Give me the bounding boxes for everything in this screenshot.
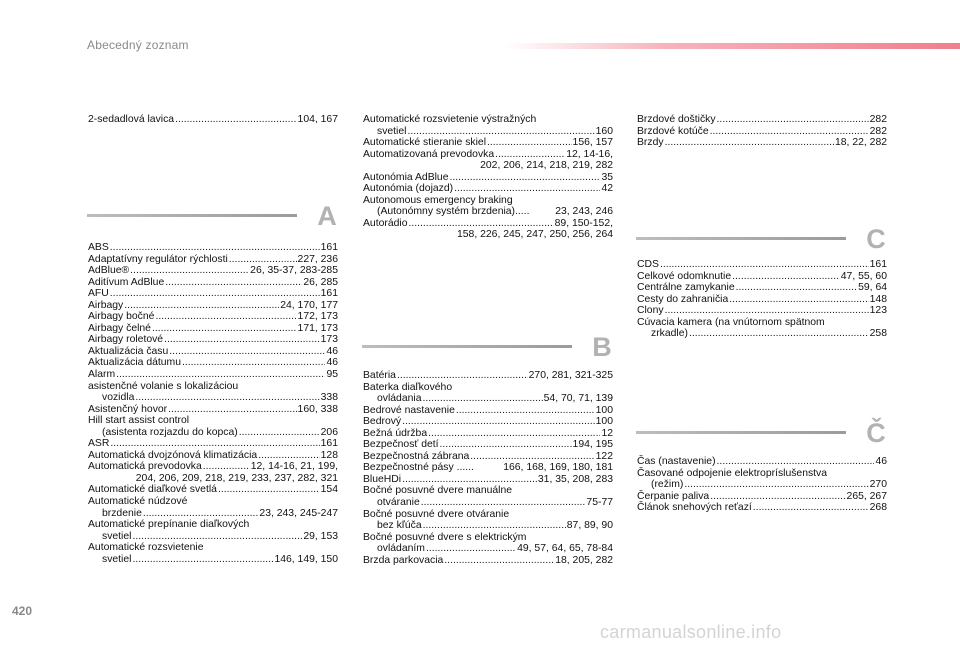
- index-term: Bočné posuvné dvere otváranie: [363, 508, 510, 520]
- dot-leader: [717, 456, 875, 468]
- dot-leader: [164, 334, 320, 346]
- index-term: Automatické stieranie skiel: [363, 137, 487, 149]
- index-pages: 12, 14-16, 21, 199,: [250, 461, 338, 473]
- index-entry: [637, 126, 887, 138]
- index-pages: 87, 89, 90: [566, 520, 613, 532]
- index-term: ovládania: [377, 393, 422, 405]
- index-column-2-top: [363, 114, 613, 241]
- index-column-2-b: [363, 370, 613, 566]
- index-term: Čas (nastavenie): [637, 456, 716, 467]
- dot-leader: [132, 531, 302, 543]
- dot-leader: [408, 218, 553, 230]
- index-term: Airbagy čelné: [88, 322, 151, 334]
- dot-leader: [175, 114, 296, 126]
- index-entry: [637, 502, 887, 514]
- index-pages: 122: [595, 450, 613, 462]
- index-entry: [637, 282, 887, 294]
- index-term: Bežná údržba: [363, 427, 428, 439]
- index-entry: [88, 404, 338, 416]
- index-entry: [363, 497, 613, 509]
- index-pages: 148: [869, 293, 887, 305]
- index-term: Automatické prepínanie diaľkových: [88, 519, 250, 531]
- section-header-a: [87, 201, 341, 231]
- index-term: Centrálne zamykanie: [637, 282, 735, 294]
- index-pages: 160, 338: [297, 403, 338, 415]
- dot-leader: [753, 502, 869, 514]
- dot-leader: [470, 451, 594, 463]
- index-term: Automatická prevodovka: [88, 461, 202, 473]
- index-term: Aktualizácia dátumu: [88, 357, 181, 369]
- index-pages: 59, 64: [858, 282, 887, 294]
- index-pages: 12, 14-16,: [566, 148, 613, 160]
- index-term: Airbagy: [88, 299, 124, 311]
- index-entry: [637, 468, 887, 480]
- index-entry: [363, 149, 613, 161]
- index-term: AFU: [88, 288, 109, 300]
- dot-leader: [130, 265, 249, 277]
- index-pages: 172, 173: [297, 311, 338, 323]
- index-entry: [88, 242, 338, 254]
- index-pages: 100: [595, 404, 613, 416]
- index-entry: [88, 415, 338, 427]
- header-accent-bar: [505, 43, 960, 49]
- dot-leader: [689, 328, 869, 340]
- index-term: Bezpečnosť detí: [363, 439, 439, 451]
- index-entry: [88, 381, 338, 393]
- dot-leader: [402, 416, 595, 428]
- section-letter-c: C: [866, 224, 886, 254]
- index-entry: [363, 126, 613, 138]
- index-term: brzdenie: [102, 507, 142, 519]
- index-term: Asistenčný hovor: [88, 403, 168, 415]
- index-pages: 123: [869, 305, 887, 317]
- index-term: BlueHDi: [363, 473, 402, 485]
- index-entry: [637, 137, 887, 149]
- index-pages: 128: [320, 449, 338, 461]
- index-term: Článok snehových reťazí: [637, 502, 752, 514]
- index-term: CDS: [637, 259, 659, 270]
- index-entry: [637, 479, 887, 491]
- dot-leader: [203, 461, 250, 473]
- index-pages: 171, 173: [297, 322, 338, 334]
- index-pages: 270: [869, 479, 887, 491]
- index-term: Automatizovaná prevodovka: [363, 148, 495, 160]
- index-term: svetiel: [377, 125, 407, 137]
- index-entry: [363, 393, 613, 405]
- dot-leader: [152, 323, 297, 335]
- index-pages: 338: [320, 392, 338, 404]
- dot-leader: [440, 439, 572, 451]
- index-column-3-cc: [637, 456, 887, 514]
- index-entry: [88, 277, 338, 289]
- section-header-b: [362, 332, 616, 362]
- index-entry: [363, 206, 613, 218]
- index-term: ABS: [88, 242, 109, 253]
- index-entry: [88, 508, 338, 520]
- index-term: Celkové odomknutie: [637, 270, 732, 282]
- index-pages: 35: [601, 171, 613, 183]
- index-entry: [88, 346, 338, 358]
- index-entry: [637, 294, 887, 306]
- dot-leader: [450, 172, 601, 184]
- dot-leader: [456, 405, 595, 417]
- index-term: Brzdové kotúče: [637, 125, 709, 137]
- dot-leader: [684, 479, 868, 491]
- index-entry: [88, 334, 338, 346]
- index-term: zrkadle): [651, 328, 688, 340]
- section-header-cc: [636, 418, 890, 448]
- page-number: 420: [12, 604, 33, 618]
- index-entry: [637, 456, 887, 468]
- index-entry: [88, 519, 338, 531]
- index-entry: [88, 311, 338, 323]
- index-entry: [363, 218, 613, 230]
- index-pages: 258: [869, 328, 887, 340]
- index-pages: 18, 205, 282: [555, 554, 613, 566]
- dot-leader: [421, 497, 586, 509]
- dot-leader: [229, 254, 297, 266]
- index-term: ovládaním: [377, 543, 425, 555]
- index-pages: 146, 149, 150: [274, 553, 338, 565]
- index-term: Automatické diaľkové svetlá: [88, 484, 217, 496]
- dot-leader: [155, 311, 296, 323]
- index-term: svetiel: [102, 553, 132, 565]
- watermark: carmanualsonline.info: [600, 622, 782, 642]
- index-term: Automatické rozsvietenie výstražných: [363, 114, 537, 125]
- index-term: Brzda parkovacia: [363, 554, 444, 566]
- index-entry: [363, 428, 613, 440]
- dot-leader: [239, 427, 320, 439]
- dot-leader: [168, 404, 296, 416]
- index-pages: 54, 70, 71, 139: [543, 393, 613, 405]
- index-term: (asistenta rozjazdu do kopca): [102, 426, 238, 438]
- index-entry: [88, 357, 338, 369]
- index-pages: 161: [320, 288, 338, 300]
- index-entry: [363, 416, 613, 428]
- index-term: Adaptatívny regulátor rýchlosti: [88, 253, 228, 265]
- index-pages: 89, 150-152,: [554, 217, 613, 229]
- index-pages: 265, 267: [846, 490, 887, 502]
- index-term: Brzdy: [637, 137, 664, 149]
- index-term: Automatické núdzové: [88, 496, 188, 508]
- dot-leader: [218, 484, 320, 496]
- index-entry: [363, 474, 613, 486]
- index-entry: [88, 461, 338, 473]
- index-entry: [363, 370, 613, 382]
- index-pages: 161: [320, 438, 338, 450]
- index-pages: 173: [320, 334, 338, 346]
- index-entry: [363, 451, 613, 463]
- index-entry: [363, 405, 613, 417]
- dot-leader: [660, 259, 869, 271]
- dot-leader: [428, 428, 600, 440]
- index-term: Cesty do zahraničia: [637, 293, 729, 305]
- dot-leader: [665, 137, 834, 149]
- index-pages: 270, 281, 321-325: [528, 370, 613, 381]
- section-divider: [362, 345, 572, 348]
- index-pages: 282: [869, 125, 887, 137]
- index-term: ASR: [88, 438, 110, 450]
- index-pages: 26, 35-37, 283-285: [250, 265, 338, 277]
- dot-leader: [124, 300, 279, 312]
- index-term: Aktualizácia času: [88, 345, 169, 357]
- index-pages: 227, 236: [297, 253, 338, 265]
- index-pages: 104, 167: [297, 114, 338, 125]
- index-entry: [88, 554, 338, 566]
- dot-leader: [143, 508, 259, 520]
- header-title: Abecedný zoznam: [87, 38, 189, 52]
- dot-leader: [736, 282, 858, 294]
- index-term: bez kľúča: [377, 520, 422, 532]
- dot-leader: [495, 149, 565, 161]
- index-column-3-top: [637, 114, 887, 149]
- index-entry: [637, 317, 887, 329]
- dot-leader: [729, 294, 868, 306]
- index-entry: [88, 369, 338, 381]
- index-pages: 31, 35, 208, 283: [537, 473, 613, 485]
- index-term: Bočné posuvné dvere s elektrickým: [363, 531, 527, 543]
- index-term: Bezpečnostné pásy ......: [363, 462, 474, 474]
- index-term: Alarm: [88, 369, 116, 381]
- index-entry: [637, 271, 887, 283]
- index-entry: [363, 485, 613, 497]
- index-pages: 49, 57, 64, 65, 78-84: [517, 543, 613, 555]
- dot-leader: [402, 474, 537, 486]
- index-pages: 75-77: [586, 497, 613, 509]
- index-entry: [88, 450, 338, 462]
- index-term: Autonómia AdBlue: [363, 171, 449, 183]
- index-term: Autonómia (dojazd): [363, 183, 454, 195]
- index-term: Hill start assist control: [88, 415, 190, 427]
- dot-leader: [116, 369, 325, 381]
- index-pages: 95: [326, 369, 338, 381]
- index-pages: 26, 285: [303, 276, 338, 288]
- index-pages: 23, 243, 245-247: [259, 507, 338, 519]
- index-entry: [363, 183, 613, 195]
- index-term: Clony: [637, 305, 664, 317]
- section-divider: [87, 214, 297, 217]
- index-entry: [88, 531, 338, 543]
- index-term: Aditívum AdBlue: [88, 276, 165, 288]
- index-pages: 194, 195: [572, 439, 613, 451]
- dot-leader: [423, 393, 543, 405]
- dot-leader: [732, 271, 840, 283]
- index-pages: 46: [326, 357, 338, 369]
- dot-leader: [135, 392, 319, 404]
- index-term: Čerpanie paliva: [637, 490, 710, 502]
- dot-leader: [110, 288, 320, 300]
- index-entry: [88, 265, 338, 277]
- index-term: asistenčné volanie s lokalizáciou: [88, 380, 239, 392]
- index-entry: [363, 532, 613, 544]
- index-column-1-top: [88, 114, 338, 126]
- index-entry: [88, 484, 338, 496]
- index-pages: 24, 170, 177: [280, 299, 338, 311]
- index-entry: [88, 542, 338, 554]
- index-entry: [637, 305, 887, 317]
- index-term: Bedrové nastavenie: [363, 404, 455, 416]
- index-entry: [363, 114, 613, 126]
- dot-leader: [487, 137, 572, 149]
- index-pages: 166, 168, 169, 180, 181: [503, 462, 613, 474]
- index-term: Automatická dvojzónová klimatizácia: [88, 449, 258, 461]
- index-entry: [637, 328, 887, 340]
- dot-leader: [169, 346, 325, 358]
- index-term: Airbagy roletové: [88, 334, 164, 346]
- index-pages: 160: [595, 125, 613, 137]
- index-pages: 206: [320, 426, 338, 438]
- index-pages: 18, 22, 282: [835, 137, 887, 149]
- index-term: Batéria: [363, 370, 396, 381]
- index-entry: [88, 114, 338, 126]
- dot-leader: [444, 555, 554, 567]
- index-pages: 47, 55, 60: [840, 270, 887, 282]
- index-term: otváranie: [377, 497, 420, 509]
- index-term: (režim): [651, 479, 684, 491]
- index-entry: [88, 427, 338, 439]
- dot-leader: [165, 277, 302, 289]
- index-pages: 42: [601, 183, 613, 195]
- index-column-3-c: [637, 259, 887, 340]
- dot-leader: [710, 491, 845, 503]
- dot-leader: [407, 126, 594, 138]
- index-pages: 282: [869, 114, 887, 125]
- dot-leader: [397, 370, 528, 382]
- dot-leader: [258, 450, 319, 462]
- index-entry: [88, 254, 338, 266]
- index-entry: [363, 509, 613, 521]
- index-column-1-a: [88, 242, 338, 565]
- index-entry: [363, 543, 613, 555]
- index-entry: [637, 259, 887, 271]
- dot-leader: [110, 242, 320, 254]
- index-entry: [88, 392, 338, 404]
- index-pages: 161: [869, 259, 887, 270]
- index-pages-continued: 202, 206, 214, 218, 219, 282: [480, 160, 613, 172]
- dot-leader: [423, 520, 566, 532]
- section-divider: [636, 431, 846, 434]
- index-entry: [88, 323, 338, 335]
- index-term: vozidla: [102, 392, 135, 404]
- index-term: Brzdové doštičky: [637, 114, 716, 125]
- index-entry: [363, 382, 613, 394]
- index-pages: 29, 153: [303, 530, 338, 542]
- index-term: Automatické rozsvietenie: [88, 542, 204, 554]
- index-term: (Autonómny systém brzdenia).....: [377, 206, 530, 218]
- dot-leader: [110, 438, 319, 450]
- index-entry: [363, 555, 613, 567]
- index-pages: 268: [869, 502, 887, 514]
- dot-leader: [132, 554, 273, 566]
- index-pages: 156, 157: [572, 137, 613, 149]
- dot-leader: [454, 183, 600, 195]
- index-term: Časované odpojenie elektropríslušenstva: [637, 467, 828, 479]
- index-term: 2-sedadlová lavica: [88, 114, 175, 125]
- index-term: Bezpečnostná zábrana: [363, 450, 470, 462]
- index-pages: 12: [601, 427, 613, 439]
- index-entry: [363, 520, 613, 532]
- section-header-c: [636, 224, 890, 254]
- index-entry: [363, 439, 613, 451]
- dot-leader: [182, 357, 325, 369]
- index-entry: [637, 491, 887, 503]
- index-entry: [88, 288, 338, 300]
- index-term: Baterka diaľkového: [363, 381, 453, 393]
- index-entry: [363, 462, 613, 474]
- index-pages: 100: [595, 416, 613, 428]
- index-pages: 154: [320, 484, 338, 496]
- index-term: Autorádio: [363, 217, 408, 229]
- index-pages: 23, 243, 246: [555, 206, 613, 218]
- dot-leader: [665, 305, 869, 317]
- index-term: Bočné posuvné dvere manuálne: [363, 485, 513, 497]
- dot-leader: [717, 114, 869, 126]
- index-entry: [637, 114, 887, 126]
- index-pages-continued: 158, 226, 245, 247, 250, 256, 264: [457, 229, 613, 241]
- section-letter-cc: Č: [866, 418, 886, 448]
- section-letter-a: A: [317, 201, 337, 231]
- index-term: Cúvacia kamera (na vnútornom spätnom: [637, 316, 825, 328]
- index-entry: [363, 195, 613, 207]
- index-term: Autonomous emergency braking: [363, 194, 513, 206]
- index-pages-continued: 204, 206, 209, 218, 219, 233, 237, 282, 321: [135, 472, 338, 484]
- index-entry: [363, 172, 613, 184]
- index-term: AdBlue®: [88, 265, 130, 277]
- section-divider: [636, 237, 846, 240]
- index-pages: 46: [326, 345, 338, 357]
- index-entry: [363, 137, 613, 149]
- dot-leader: [426, 543, 516, 555]
- index-entry: [88, 438, 338, 450]
- section-letter-b: B: [592, 332, 612, 362]
- index-pages: 161: [320, 242, 338, 253]
- index-entry: [88, 496, 338, 508]
- index-term: Airbagy bočné: [88, 311, 155, 323]
- index-term: Bedrový: [363, 416, 402, 428]
- index-term: svetiel: [102, 530, 132, 542]
- index-entry: [88, 300, 338, 312]
- index-pages: 46: [875, 456, 887, 467]
- dot-leader: [710, 126, 869, 138]
